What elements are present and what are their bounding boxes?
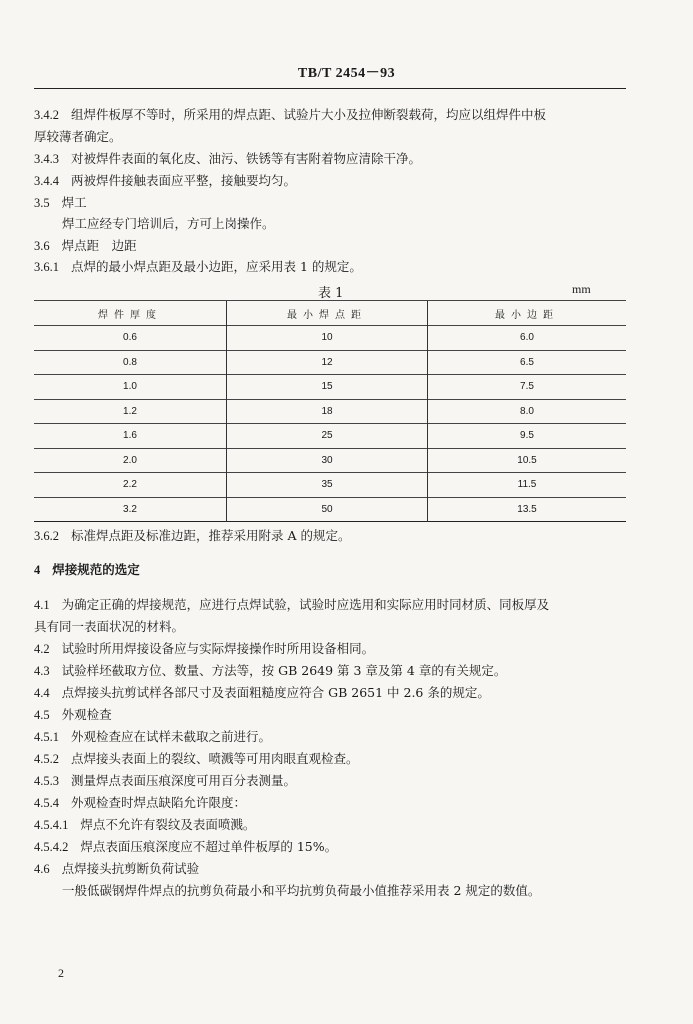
clause-number: 4.5.2 <box>34 752 59 766</box>
clause-3-6-1 <box>34 259 362 275</box>
clause-3-4-4 <box>34 173 296 189</box>
clause-4-5-4-1 <box>34 817 255 833</box>
clause-number: 3.6.2 <box>34 529 59 543</box>
clause-number: 4.5.1 <box>34 730 59 744</box>
clause-number: 4 <box>34 563 41 577</box>
clause-3-6-2 <box>34 528 350 544</box>
table-cell: 7.5 <box>428 375 627 400</box>
table-unit: mm <box>572 282 591 296</box>
clause-number: 3.4.4 <box>34 174 59 188</box>
clause-number: 4.5.4.1 <box>34 818 69 832</box>
clause-4-4 <box>34 685 490 701</box>
clause-text: 测量焊点表面压痕深度可用百分表测量。 <box>71 773 297 788</box>
table-cell: 6.0 <box>428 326 627 351</box>
clause-text: 试验时所用焊接设备应与实际焊接操作时所用设备相同。 <box>61 641 375 656</box>
column-header: 最小边距 <box>428 301 627 326</box>
clause-3-4-2 <box>34 107 546 123</box>
table-row <box>34 326 626 351</box>
clause-4-6-body <box>62 883 540 899</box>
table-header-row <box>34 301 626 326</box>
clause-4-5-2 <box>34 751 359 767</box>
clause-text: 焊工应经专门培训后，方可上岗操作。 <box>62 216 275 231</box>
clause-4-5-3 <box>34 773 296 789</box>
page-number: 2 <box>58 966 64 980</box>
table-cell: 6.5 <box>428 350 627 375</box>
table-cell: 9.5 <box>428 424 627 449</box>
clause-text: 焊接规范的选定 <box>52 562 140 577</box>
clause-number: 3.4.3 <box>34 152 59 166</box>
table-cell: 0.8 <box>34 350 227 375</box>
section-4-heading <box>34 562 140 578</box>
clause-text: 点焊接头抗剪试样各部尺寸及表面粗糙度应符合 GB 2651 中 2.6 条的规定。 <box>61 685 490 700</box>
clause-number: 3.4.2 <box>34 108 59 122</box>
clause-number: 4.3 <box>34 664 50 678</box>
table-cell: 35 <box>227 473 428 498</box>
clause-number: 4.5.3 <box>34 774 59 788</box>
clause-4-1-cont <box>34 619 184 635</box>
clause-4-3 <box>34 663 506 679</box>
clause-text: 点焊接头表面上的裂纹、喷溅等可用肉眼直观检查。 <box>71 751 359 766</box>
table-cell: 1.0 <box>34 375 227 400</box>
clause-number: 3.6.1 <box>34 260 59 274</box>
table-row <box>34 497 626 522</box>
clause-4-5-4 <box>34 795 246 811</box>
table-cell: 2.2 <box>34 473 227 498</box>
clause-text: 标准焊点距及标准边距，推荐采用附录 A 的规定。 <box>71 528 351 543</box>
clause-3-4-2-cont <box>34 129 122 145</box>
table-row <box>34 350 626 375</box>
clause-number: 3.6 <box>34 239 50 253</box>
table-row <box>34 424 626 449</box>
clause-number: 4.5.4 <box>34 796 59 810</box>
clause-text: 两被焊件接触表面应平整，接触要均匀。 <box>71 173 297 188</box>
clause-text: 试验样坯截取方位、数量、方法等，按 GB 2649 第 3 章及第 4 章的有关规定。 <box>61 663 507 678</box>
clause-text: 一般低碳钢焊件焊点的抗剪负荷最小和平均抗剪负荷最小值推荐采用表 2 规定的数值。 <box>62 883 541 898</box>
clause-number: 3.5 <box>34 196 50 210</box>
page-header: TB/T 2454－93 <box>297 66 396 81</box>
table-cell: 10.5 <box>428 448 627 473</box>
clause-text: 点焊接头抗剪断负荷试验 <box>61 861 200 876</box>
clause-text: 外观检查时焊点缺陷允许限度： <box>71 795 247 810</box>
clause-text: 焊点表面压痕深度应不超过单件板厚的 15%。 <box>80 839 338 854</box>
clause-text: 厚较薄者确定。 <box>34 129 122 144</box>
clause-3-5-body <box>62 216 275 232</box>
table-caption: 表 1 <box>318 286 344 301</box>
table-cell: 0.6 <box>34 326 227 351</box>
clause-4-5 <box>34 707 112 723</box>
table-cell: 12 <box>227 350 428 375</box>
table-cell: 15 <box>227 375 428 400</box>
clause-text: 点焊的最小焊点距及最小边距，应采用表 1 的规定。 <box>71 259 362 274</box>
clause-4-6 <box>34 861 199 877</box>
clause-text: 焊工 <box>61 195 87 210</box>
clause-3-6 <box>34 238 137 254</box>
clause-number: 4.1 <box>34 598 50 612</box>
table-cell: 1.2 <box>34 399 227 424</box>
table-cell: 8.0 <box>428 399 627 424</box>
table-cell: 3.2 <box>34 497 227 522</box>
table-cell: 30 <box>227 448 428 473</box>
table-cell: 25 <box>227 424 428 449</box>
clause-number: 4.6 <box>34 862 50 876</box>
table-cell: 1.6 <box>34 424 227 449</box>
clause-text: 外观检查应在试样未截取之前进行。 <box>71 729 272 744</box>
clause-number: 4.5 <box>34 708 50 722</box>
column-header: 最小焊点距 <box>227 301 428 326</box>
clause-4-5-1 <box>34 729 271 745</box>
clause-text: 焊点距 边距 <box>61 238 137 253</box>
table-cell: 50 <box>227 497 428 522</box>
table-cell: 18 <box>227 399 428 424</box>
clause-4-2 <box>34 641 374 657</box>
table-cell: 13.5 <box>428 497 627 522</box>
table-row <box>34 448 626 473</box>
table-cell: 10 <box>227 326 428 351</box>
table-row <box>34 399 626 424</box>
clause-number: 4.4 <box>34 686 50 700</box>
table-row <box>34 375 626 400</box>
clause-text: 外观检查 <box>61 707 112 722</box>
clause-3-5 <box>34 195 87 211</box>
column-header: 焊件厚度 <box>34 301 227 326</box>
clause-text: 为确定正确的焊接规范，应进行点焊试验，试验时应选用和实际应用时同材质、同板厚及 <box>61 597 550 612</box>
clause-text: 对被焊件表面的氧化皮、油污、铁锈等有害附着物应清除干净。 <box>71 151 422 166</box>
clause-4-5-4-2 <box>34 839 337 855</box>
clause-3-4-3 <box>34 151 421 167</box>
clause-number: 4.2 <box>34 642 50 656</box>
table-row <box>34 473 626 498</box>
table-cell: 2.0 <box>34 448 227 473</box>
clause-text: 焊点不允许有裂纹及表面喷溅。 <box>80 817 256 832</box>
clause-text: 组焊件板厚不等时，所采用的焊点距、试验片大小及拉伸断裂载荷，均应以组焊件中板 <box>71 107 547 122</box>
header-rule <box>34 88 626 89</box>
table-1 <box>34 300 626 522</box>
clause-number: 4.5.4.2 <box>34 840 69 854</box>
table-cell: 11.5 <box>428 473 627 498</box>
clause-4-1 <box>34 597 549 613</box>
clause-text: 具有同一表面状况的材料。 <box>34 619 185 634</box>
